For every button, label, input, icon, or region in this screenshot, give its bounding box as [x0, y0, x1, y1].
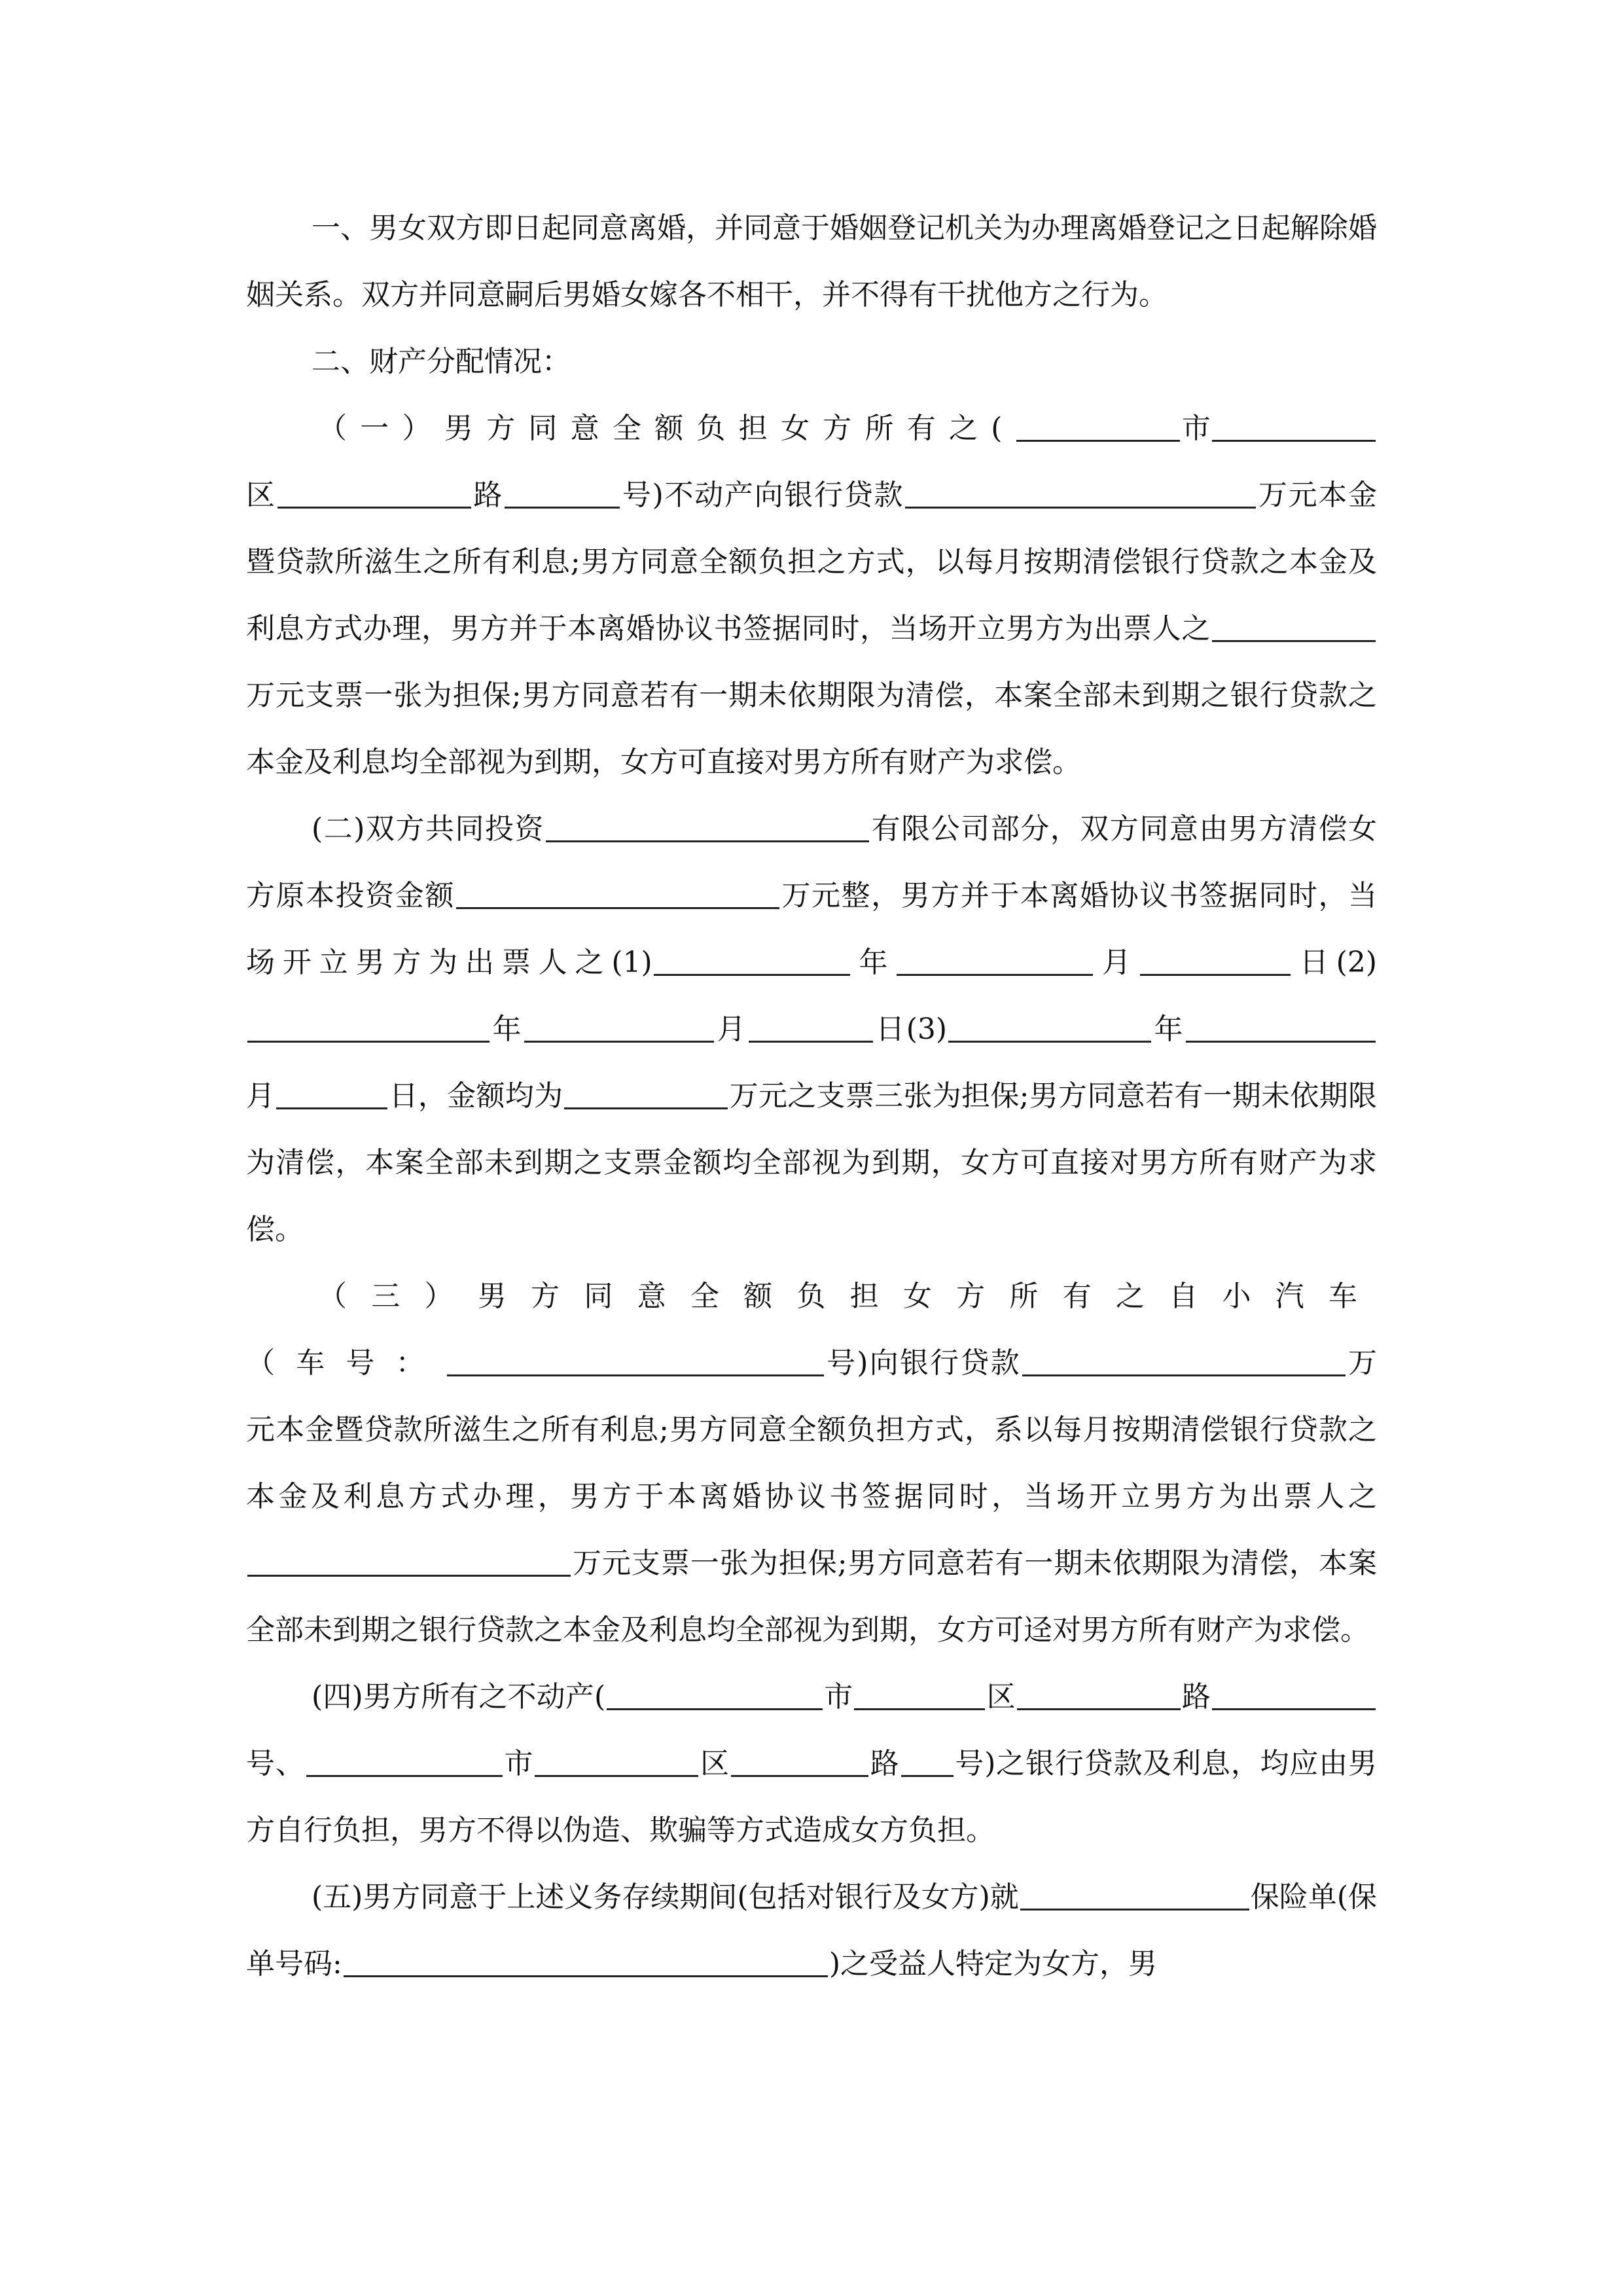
- label-road-3: 路: [869, 1747, 900, 1780]
- clause-2-5-tail: )之受益人特定为女方，男: [829, 1947, 1157, 1981]
- clause-2-1-tail: 万元支票一张为担保;男方同意若有一期未依期限为清偿，本案全部未到期之银行贷款之本金及利息均全部视为到期，女方可直接对男方所有财产为求偿。: [246, 679, 1377, 779]
- blank-district-3: [535, 1749, 698, 1777]
- blank-year-1: [654, 948, 850, 976]
- clause-2-2-tail: 万元之支票三张为担保;男方同意若有一期未依期限为清偿，本案全部未到期之支票金额均全部视为到期，女方可直接对男方所有财产为求偿。: [246, 1079, 1378, 1246]
- clause-2-2: [246, 796, 1377, 1263]
- label-day-3-amount: 日，金额均为: [389, 1079, 563, 1113]
- blank-cheque-amount: [1212, 614, 1376, 642]
- clause-2-5: [246, 1864, 1377, 1998]
- clause-2-5-lead: (五)男方同意于上述义务存续期间(包括对银行及女方)就: [312, 1880, 1019, 1914]
- clause-2-1-lead: （一）男方同意全额负担女方所有之(: [318, 412, 1016, 445]
- label-month-3: 月: [246, 1079, 276, 1113]
- blank-year-2: [247, 1014, 490, 1043]
- label-district: 区: [246, 478, 276, 512]
- label-city: 市: [1181, 412, 1211, 445]
- blank-district: [1212, 414, 1376, 442]
- blank-insurance: [1020, 1882, 1249, 1910]
- blank-day-2: [749, 1014, 873, 1043]
- blank-number-3: [901, 1749, 954, 1777]
- clause-2-3-body: 万元本金暨贷款所滋生之所有利息;男方同意全额负担方式，系以每月按期清偿银行贷款之本金及利息方式办理，男方于本离婚协议书签据同时，当场开立男方为出票人之: [246, 1346, 1377, 1513]
- clause-2-4: [246, 1664, 1377, 1864]
- label-road-2: 路: [1181, 1680, 1211, 1713]
- clause-2-1: [246, 395, 1377, 796]
- blank-road-2: [1017, 1682, 1181, 1710]
- blank-loan-amount: [905, 480, 1256, 509]
- clause-2-2-lead: (二)双方共同投资: [312, 812, 545, 846]
- label-city-2: 市: [824, 1680, 853, 1713]
- blank-city: [1016, 414, 1180, 442]
- blank-plate-number: [447, 1348, 824, 1376]
- label-road: 路: [472, 478, 504, 512]
- blank-month-1: [897, 948, 1093, 976]
- label-district-2: 区: [986, 1680, 1016, 1713]
- clause-2-3-lead: （三）男方同意全额负担女方所有之自小汽车（车号：: [246, 1280, 1377, 1380]
- label-number-loan: 号)不动产向银行贷款: [621, 478, 904, 512]
- clause-2-2-body: 有限公司部分，双方同意由男方清偿女方原本投资金额: [246, 812, 1377, 912]
- blank-road: [277, 480, 471, 509]
- blank-city-2: [607, 1682, 823, 1710]
- blank-month-3: [1186, 1014, 1376, 1043]
- blank-district-2: [854, 1682, 985, 1710]
- blank-policy-number: [344, 1949, 828, 1977]
- document-page: [246, 195, 1377, 1998]
- blank-day-3: [276, 1081, 387, 1109]
- clause-2-heading: 二、财产分配情况：: [312, 345, 571, 378]
- blank-car-loan-amount: [1022, 1348, 1346, 1376]
- label-policy-number: 保险单(保单号码:: [246, 1880, 1377, 1981]
- blank-month-2: [524, 1014, 714, 1043]
- label-month-2: 月: [715, 1013, 747, 1046]
- label-car-loan: 号)向银行贷款: [825, 1346, 1021, 1380]
- label-day-1: 日(2): [1292, 946, 1378, 979]
- label-number-2: 号、: [246, 1747, 305, 1780]
- blank-number: [505, 480, 620, 509]
- label-month-1: 月: [1094, 946, 1139, 979]
- label-year-1: 年: [851, 946, 896, 979]
- label-city-3: 市: [503, 1747, 534, 1780]
- label-district-3: 区: [700, 1747, 730, 1780]
- clause-2-3: [246, 1263, 1377, 1664]
- label-year-2: 年: [491, 1013, 523, 1046]
- blank-city-3: [306, 1749, 503, 1777]
- clause-2-3-tail: 万元支票一张为担保;男方同意若有一期未依期限为清偿，本案全部未到期之银行贷款之本金及利息均全部视为到期，女方可迳对男方所有财产为求偿。: [246, 1547, 1377, 1647]
- blank-day-1: [1140, 948, 1291, 976]
- label-day-2: 日(3): [874, 1013, 948, 1046]
- blank-number-2: [1212, 1682, 1376, 1710]
- clause-2-2-cheques: 万元整，男方并于本离婚协议书签据同时，当场开立男方为出票人之(1): [246, 879, 1377, 979]
- blank-car-cheque-amount: [247, 1549, 571, 1577]
- label-year-3: 年: [1152, 1013, 1185, 1046]
- clause-2-1-body: 万元本金暨贷款所滋生之所有利息;男方同意全额负担之方式，以每月按期清偿银行贷款之本金及利息方式办理，男方并于本离婚协议书签据同时，当场开立男方为出票人之: [246, 478, 1378, 645]
- clause-1: 一、男女双方即日起同意离婚，并同意于婚姻登记机关为办理离婚登记之日起解除婚姻关系。双方并同意嗣后男婚女嫁各不相干，并不得有干扰他方之行为。: [246, 211, 1377, 312]
- blank-road-3: [731, 1749, 868, 1777]
- clause-2-4-lead: (四)男方所有之不动产(: [312, 1680, 606, 1713]
- blank-investment-amount: [456, 881, 779, 909]
- blank-cheque-each: [564, 1081, 728, 1109]
- blank-year-3: [948, 1014, 1151, 1043]
- blank-company: [546, 814, 869, 842]
- clause-2-4-tail: 号)之银行贷款及利息，均应由男方自行负担，男方不得以伪造、欺骗等方式造成女方负担。: [246, 1747, 1378, 1847]
